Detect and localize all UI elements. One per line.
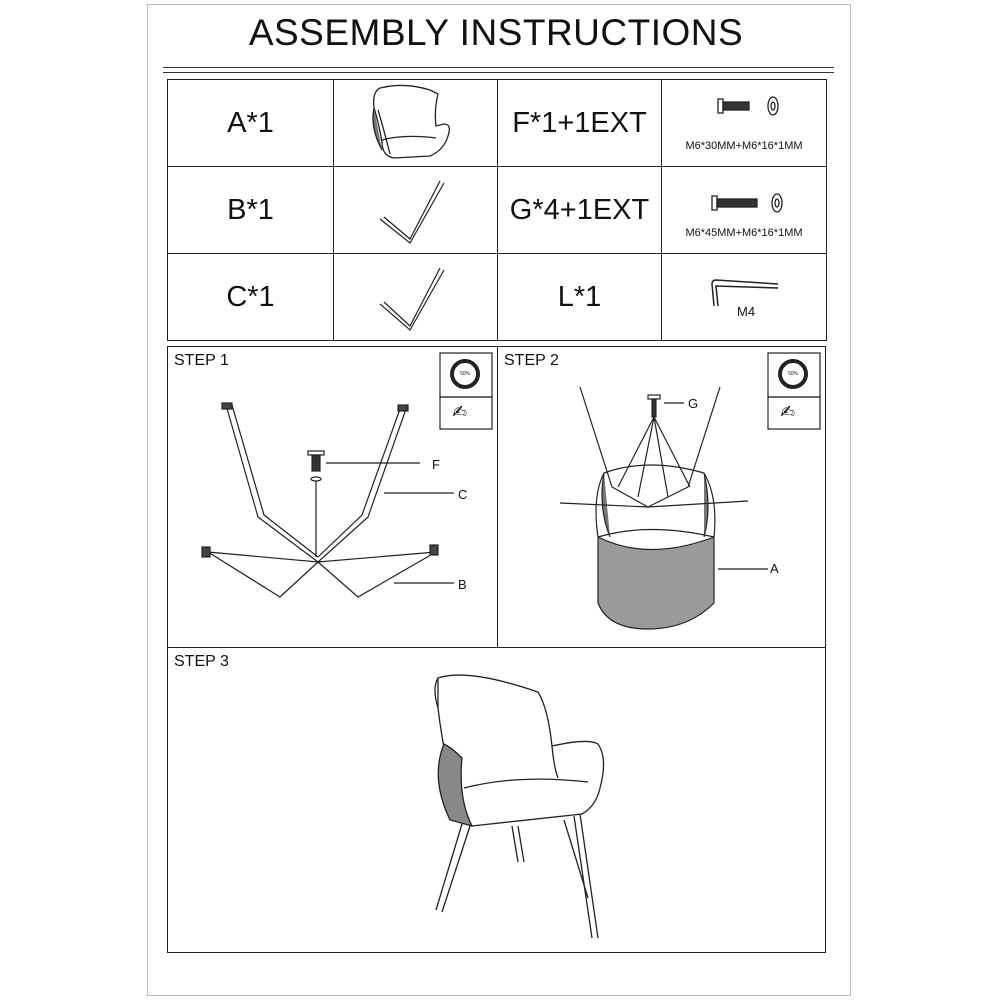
callout-a: A: [770, 561, 779, 576]
leg-frame-icon: [334, 167, 498, 253]
step-1-panel: [167, 346, 498, 648]
step-1-label: STEP 1: [174, 352, 229, 369]
allen-key-icon: [662, 254, 827, 340]
hand-tool-icon: ✍: [780, 402, 796, 422]
leg-frame-icon: [334, 254, 498, 340]
parts-row: [168, 80, 827, 167]
part-label-c: C*1: [168, 254, 334, 341]
hardware-spec-f: M6*30MM+M6*16*1MM: [685, 140, 803, 152]
timer-icon: 50%: [450, 359, 480, 389]
hardware-cell-g: [662, 167, 827, 254]
timer-icon: 50%: [778, 359, 808, 389]
callout-b: B: [458, 577, 467, 592]
callout-c: C: [458, 487, 468, 502]
step-2-illustration: [498, 347, 827, 649]
step-3-illustration: [168, 648, 827, 954]
bolt-washer-icon: [662, 80, 827, 166]
hardware-cell-l: [662, 254, 827, 341]
document-title: ASSEMBLY INSTRUCTIONS: [248, 12, 744, 53]
hardware-label-g: G*4+1EXT: [498, 167, 662, 254]
parts-row: [168, 254, 827, 341]
part-image-c: [334, 254, 498, 341]
step-3-panel: [167, 647, 826, 953]
hardware-cell-f: [662, 80, 827, 167]
step-2-label: STEP 2: [504, 352, 559, 369]
callout-f: F: [432, 457, 440, 472]
hardware-label-l: L*1: [498, 254, 662, 341]
bolt-washer-icon: [662, 167, 827, 253]
parts-table: [167, 79, 827, 341]
step-3-label: STEP 3: [174, 653, 229, 670]
allen-key-size: M4: [737, 304, 756, 319]
hand-tool-icon: ✍: [452, 402, 468, 422]
chair-body-icon: [334, 80, 498, 166]
hardware-label-f: F*1+1EXT: [498, 80, 662, 167]
part-label-b: B*1: [168, 167, 334, 254]
step-1-illustration: [168, 347, 499, 649]
part-image-b: [334, 167, 498, 254]
step-2-panel: [497, 346, 826, 648]
hardware-spec-g: M6*45MM+M6*16*1MM: [685, 227, 803, 239]
part-image-a: [334, 80, 498, 167]
parts-row: [168, 167, 827, 254]
part-label-a: A*1: [168, 80, 334, 167]
title-rule-top: [163, 67, 834, 68]
callout-g: G: [688, 396, 699, 411]
title-rule-bottom: [163, 72, 834, 73]
